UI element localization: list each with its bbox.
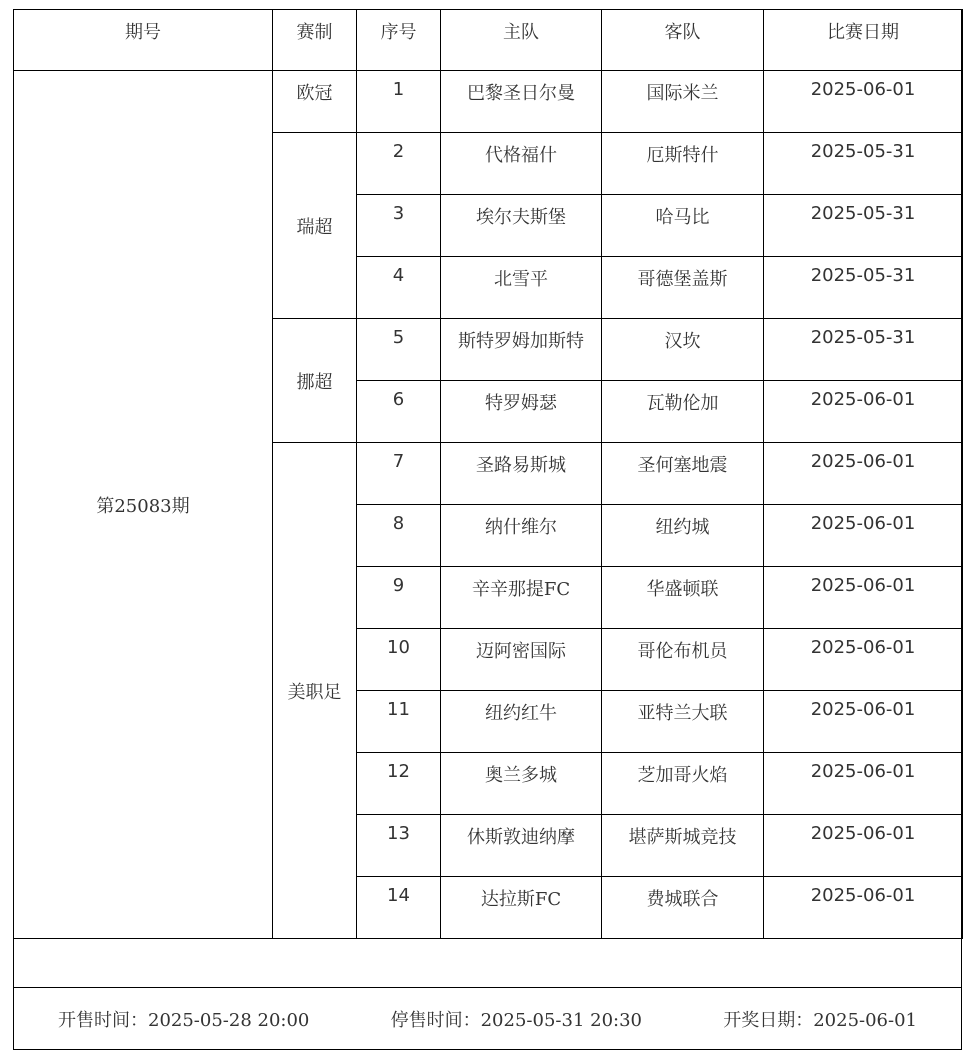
league-cell <box>273 133 357 319</box>
away-team: 哈马比 <box>602 195 764 257</box>
match-date: 2025-06-01 <box>764 567 963 629</box>
away-team: 芝加哥火焰 <box>602 753 764 815</box>
sale-stop-time: 停售时间：2025-05-31 20:30 <box>390 1010 642 1031</box>
away-team: 汉坎 <box>602 319 764 381</box>
home-team: 圣路易斯城 <box>441 443 602 505</box>
match-number: 12 <box>357 753 441 815</box>
match-date: 2025-06-01 <box>764 629 963 691</box>
league-label: 美职足 <box>287 681 342 703</box>
match-number: 4 <box>357 257 441 319</box>
match-date: 2025-05-31 <box>764 133 963 195</box>
home-team: 达拉斯FC <box>441 877 602 939</box>
header-league: 赛制 <box>273 10 357 71</box>
away-team: 华盛顿联 <box>602 567 764 629</box>
home-team: 纽约红牛 <box>441 691 602 753</box>
home-team: 北雪平 <box>441 257 602 319</box>
away-team: 纽约城 <box>602 505 764 567</box>
match-number: 9 <box>357 567 441 629</box>
league-cell <box>273 443 357 939</box>
away-team: 亚特兰大联 <box>602 691 764 753</box>
match-number: 10 <box>357 629 441 691</box>
issue-cell: 第25083期 <box>14 71 273 939</box>
league-label: 挪超 <box>296 371 333 393</box>
match-date: 2025-06-01 <box>764 381 963 443</box>
header-row <box>14 10 963 71</box>
league-cell <box>273 71 357 133</box>
match-number: 7 <box>357 443 441 505</box>
match-number: 5 <box>357 319 441 381</box>
away-team: 圣何塞地震 <box>602 443 764 505</box>
match-number: 1 <box>357 71 441 133</box>
match-date: 2025-06-01 <box>764 815 963 877</box>
header-match-date: 比赛日期 <box>764 10 963 71</box>
match-date: 2025-05-31 <box>764 195 963 257</box>
away-team: 费城联合 <box>602 877 764 939</box>
match-date: 2025-06-01 <box>764 443 963 505</box>
header-away-team: 客队 <box>602 10 764 71</box>
match-number: 11 <box>357 691 441 753</box>
away-team: 哥伦布机员 <box>602 629 764 691</box>
home-team: 纳什维尔 <box>441 505 602 567</box>
draw-date: 开奖日期：2025-06-01 <box>723 1010 917 1031</box>
match-number: 13 <box>357 815 441 877</box>
match-schedule-table <box>13 9 963 939</box>
match-number: 8 <box>357 505 441 567</box>
match-date: 2025-05-31 <box>764 257 963 319</box>
sale-start-time: 开售时间：2025-05-28 20:00 <box>58 1010 310 1031</box>
league-cell <box>273 319 357 443</box>
away-team: 瓦勒伦加 <box>602 381 764 443</box>
match-number: 14 <box>357 877 441 939</box>
header-number: 序号 <box>357 10 441 71</box>
home-team: 辛辛那提FC <box>441 567 602 629</box>
home-team: 巴黎圣日尔曼 <box>441 71 602 133</box>
home-team: 斯特罗姆加斯特 <box>441 319 602 381</box>
away-team: 堪萨斯城竞技 <box>602 815 764 877</box>
match-date: 2025-06-01 <box>764 505 963 567</box>
away-team: 国际米兰 <box>602 71 764 133</box>
home-team: 迈阿密国际 <box>441 629 602 691</box>
match-number: 2 <box>357 133 441 195</box>
match-date: 2025-05-31 <box>764 319 963 381</box>
match-date: 2025-06-01 <box>764 71 963 133</box>
header-issue: 期号 <box>14 10 273 71</box>
home-team: 特罗姆瑟 <box>441 381 602 443</box>
match-number: 6 <box>357 381 441 443</box>
league-label: 瑞超 <box>296 216 333 238</box>
table-row <box>14 71 963 133</box>
match-number: 3 <box>357 195 441 257</box>
home-team: 代格福什 <box>441 133 602 195</box>
home-team: 埃尔夫斯堡 <box>441 195 602 257</box>
blank-spacer-row <box>13 944 962 988</box>
header-home-team: 主队 <box>441 10 602 71</box>
sale-info-footer <box>13 988 962 1050</box>
away-team: 厄斯特什 <box>602 133 764 195</box>
match-date: 2025-06-01 <box>764 877 963 939</box>
home-team: 休斯敦迪纳摩 <box>441 815 602 877</box>
home-team: 奥兰多城 <box>441 753 602 815</box>
match-date: 2025-06-01 <box>764 691 963 753</box>
away-team: 哥德堡盖斯 <box>602 257 764 319</box>
league-label: 欧冠 <box>296 83 333 104</box>
match-date: 2025-06-01 <box>764 753 963 815</box>
